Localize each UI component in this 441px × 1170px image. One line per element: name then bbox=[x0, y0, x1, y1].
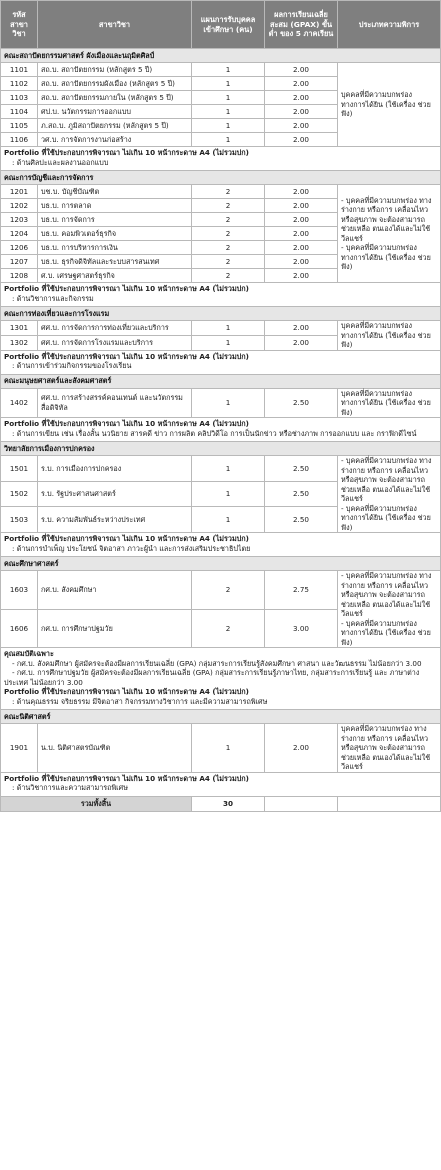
disability-text: - บุคคลที่มีความบกพร่อง ทางการได้ยิน (ใช้เครื่อง ช่วยฟัง) bbox=[341, 243, 431, 271]
major-code: 1208 bbox=[1, 269, 38, 283]
faculty-title: คณะการท่องเที่ยวและการโรงแรม bbox=[1, 307, 441, 321]
portfolio-note bbox=[1, 418, 441, 442]
faculty-title: คณะมนุษยศาสตร์และสังคมศาสตร์ bbox=[1, 374, 441, 388]
major-code: 1901 bbox=[1, 724, 38, 773]
major-code: 1104 bbox=[1, 105, 38, 119]
gpax-min: 3.00 bbox=[265, 609, 338, 648]
major-name: ศศ.บ. การจัดการโรงแรมและบริการ bbox=[38, 335, 192, 350]
portfolio-label: Portfolio ที่ใช้ประกอบการพิจารณา ไม่เกิน 10 หน้ากระดาษ A4 (ไม่รวมปก) bbox=[4, 687, 249, 696]
gpax-min: 2.00 bbox=[265, 119, 338, 133]
major-row bbox=[1, 724, 441, 773]
disability-text: บุคคลที่มีความบกพร่อง ทางร่างกาย หรือการ เคลื่อนไหว หรือสุขภาพ จะต้องสามารถช่วยเหลือ ตนเองได้และไม่ใช้วีลแชร์ bbox=[341, 724, 431, 771]
major-name: ภ.สถ.บ. ภูมิสถาปัตยกรรม (หลักสูตร 5 ปี) bbox=[38, 119, 192, 133]
major-code: 1106 bbox=[1, 133, 38, 147]
gpax-min: 2.50 bbox=[265, 388, 338, 418]
portfolio-note-row bbox=[1, 772, 441, 796]
plan-count: 1 bbox=[192, 119, 265, 133]
faculty-header-row bbox=[1, 171, 441, 185]
plan-count: 2 bbox=[192, 213, 265, 227]
faculty-header-row bbox=[1, 710, 441, 724]
major-code: 1301 bbox=[1, 321, 38, 336]
major-name: ศศ.บ. การสร้างสรรค์คอนเทนต์ และนวัตกรรมสื่อดิจิทัล bbox=[38, 388, 192, 418]
disability-text: บุคคลที่มีความบกพร่อง ทางการได้ยิน (ใช้เครื่อง ช่วยฟัง) bbox=[341, 90, 431, 119]
major-code: 1105 bbox=[1, 119, 38, 133]
gpax-min: 2.00 bbox=[265, 255, 338, 269]
gpax-min: 2.00 bbox=[265, 335, 338, 350]
major-code: 1203 bbox=[1, 213, 38, 227]
header-disability: ประเภทความพิการ bbox=[338, 1, 441, 49]
gpax-min: 2.00 bbox=[265, 199, 338, 213]
major-name: บช.บ. บัญชีบัณฑิต bbox=[38, 185, 192, 199]
gpax-min: 2.75 bbox=[265, 571, 338, 610]
portfolio-note bbox=[1, 648, 441, 710]
plan-count: 2 bbox=[192, 571, 265, 610]
major-code: 1101 bbox=[1, 63, 38, 77]
total-value: 30 bbox=[192, 796, 265, 811]
disability-cell bbox=[338, 571, 441, 648]
disability-text: - บุคคลที่มีความบกพร่อง ทางการได้ยิน (ใช้เครื่อง ช่วยฟัง) bbox=[341, 503, 431, 532]
major-row bbox=[1, 321, 441, 336]
major-name: บธ.บ. การตลาด bbox=[38, 199, 192, 213]
major-code: 1502 bbox=[1, 481, 38, 507]
portfolio-detail: : ด้านการเข้าร่วมกิจกรรมของโรงเรียน bbox=[12, 361, 132, 370]
table-body bbox=[1, 49, 441, 812]
major-code: 1102 bbox=[1, 77, 38, 91]
plan-count: 2 bbox=[192, 199, 265, 213]
major-name: สถ.บ. สถาปัตยกรรม (หลักสูตร 5 ปี) bbox=[38, 63, 192, 77]
major-name: กศ.บ. การศึกษาปฐมวัย bbox=[38, 609, 192, 648]
major-name: ร.บ. รัฐประศาสนศาสตร์ bbox=[38, 481, 192, 507]
portfolio-label: Portfolio ที่ใช้ประกอบการพิจารณา ไม่เกิน 10 หน้ากระดาษ A4 (ไม่รวมปก) bbox=[4, 419, 249, 428]
portfolio-note-row bbox=[1, 418, 441, 442]
disability-text: - บุคคลที่มีความบกพร่อง ทางร่างกาย หรือการ เคลื่อนไหว หรือสุขภาพ จะต้องสามารถช่วยเหลือ ตนเองได้และไม่ใช้ วีลแชร์ bbox=[341, 195, 432, 243]
major-code: 1103 bbox=[1, 91, 38, 105]
major-code: 1501 bbox=[1, 456, 38, 482]
portfolio-note-row bbox=[1, 147, 441, 171]
total-row bbox=[1, 796, 441, 811]
gpax-min: 2.00 bbox=[265, 227, 338, 241]
major-name: ร.บ. ความสัมพันธ์ระหว่างประเทศ bbox=[38, 507, 192, 533]
portfolio-note-row bbox=[1, 350, 441, 374]
plan-count: 1 bbox=[192, 105, 265, 119]
gpax-min: 2.00 bbox=[265, 213, 338, 227]
disability-cell bbox=[338, 63, 441, 147]
portfolio-note bbox=[1, 772, 441, 796]
major-row bbox=[1, 185, 441, 199]
disability-text: บุคคลที่มีความบกพร่อง ทางการได้ยิน (ใช้เครื่อง ช่วยฟัง) bbox=[341, 388, 431, 417]
major-name: วศ.บ. การจัดการงานก่อสร้าง bbox=[38, 133, 192, 147]
faculty-title: คณะสถาปัตยกรรมศาสตร์ ผังเมืองและนฤมิตศิลป์ bbox=[1, 49, 441, 63]
gpax-min: 2.00 bbox=[265, 269, 338, 283]
plan-count: 2 bbox=[192, 255, 265, 269]
plan-count: 2 bbox=[192, 269, 265, 283]
disability-text: - บุคคลที่มีความบกพร่อง ทางการได้ยิน (ใช้เครื่อง ช่วยฟัง) bbox=[341, 618, 431, 647]
plan-count: 1 bbox=[192, 321, 265, 336]
major-name: บธ.บ. ธุรกิจดิจิทัลและระบบสารสนเทศ bbox=[38, 255, 192, 269]
gpax-min: 2.00 bbox=[265, 133, 338, 147]
disability-cell bbox=[338, 388, 441, 418]
major-code: 1302 bbox=[1, 335, 38, 350]
portfolio-note bbox=[1, 350, 441, 374]
disability-text: บุคคลที่มีความบกพร่อง ทางการได้ยิน (ใช้เครื่อง ช่วยฟัง) bbox=[341, 321, 431, 349]
major-name: บธ.บ. คอมพิวเตอร์ธุรกิจ bbox=[38, 227, 192, 241]
portfolio-note-row bbox=[1, 648, 441, 710]
faculty-header-row bbox=[1, 557, 441, 571]
header-row bbox=[1, 1, 441, 49]
major-code: 1202 bbox=[1, 199, 38, 213]
plan-count: 2 bbox=[192, 227, 265, 241]
gpax-min: 2.00 bbox=[265, 241, 338, 255]
faculty-title: วิทยาลัยการเมืองการปกครอง bbox=[1, 442, 441, 456]
header-gpax: ผลการเรียนเฉลี่ย สะสม (GPAX) ขั้นต่ำ ของ 5 ภาคเรียน bbox=[265, 1, 338, 49]
major-row bbox=[1, 63, 441, 77]
plan-count: 1 bbox=[192, 133, 265, 147]
portfolio-detail: : ด้านการบำเพ็ญ ประโยชน์ จิตอาสา ภาวะผู้นำ และการส่งเสริมประชาธิปไตย bbox=[12, 543, 251, 553]
major-code: 1201 bbox=[1, 185, 38, 199]
faculty-title: คณะนิติศาสตร์ bbox=[1, 710, 441, 724]
disability-cell bbox=[338, 185, 441, 283]
major-code: 1606 bbox=[1, 609, 38, 648]
gpax-min: 2.00 bbox=[265, 77, 338, 91]
gpax-min: 2.00 bbox=[265, 724, 338, 773]
faculty-header-row bbox=[1, 49, 441, 63]
major-row bbox=[1, 456, 441, 482]
plan-count: 1 bbox=[192, 335, 265, 350]
plan-count: 1 bbox=[192, 91, 265, 105]
portfolio-note-row bbox=[1, 533, 441, 557]
plan-count: 1 bbox=[192, 481, 265, 507]
portfolio-detail: : ด้านวิชาการและความสามารถพิเศษ bbox=[12, 783, 128, 792]
major-name: ศป.บ. นวัตกรรมการออกแบบ bbox=[38, 105, 192, 119]
condition-line: - กศ.บ. การศึกษาปฐมวัย ผู้สมัครจะต้องมีผลการเรียนเฉลี่ย (GPA) กลุ่มสาระการเรียนรู้ภาษาไทย, กลุ่มสาระการเรียนรู้ และ ภาษาต่างประเทศ ไม่น้อยกว่า 3.00 bbox=[4, 668, 420, 687]
portfolio-note bbox=[1, 283, 441, 307]
plan-count: 2 bbox=[192, 241, 265, 255]
faculty-title: คณะการบัญชีและการจัดการ bbox=[1, 171, 441, 185]
conditions-title: คุณสมบัติเฉพาะ bbox=[4, 649, 54, 658]
gpax-min: 2.00 bbox=[265, 105, 338, 119]
portfolio-note bbox=[1, 533, 441, 557]
plan-count: 1 bbox=[192, 724, 265, 773]
major-row bbox=[1, 388, 441, 418]
major-row bbox=[1, 571, 441, 610]
plan-count: 1 bbox=[192, 388, 265, 418]
disability-cell bbox=[338, 724, 441, 773]
portfolio-detail: : ด้านคุณธรรม จริยธรรม มีจิตอาสา กิจกรรมทางวิชาการ และมีความสามารถพิเศษ bbox=[12, 696, 268, 706]
portfolio-note-row bbox=[1, 283, 441, 307]
portfolio-label: Portfolio ที่ใช้ประกอบการพิจารณา ไม่เกิน 10 หน้ากระดาษ A4 (ไม่รวมปก) bbox=[4, 534, 249, 543]
faculty-header-row bbox=[1, 374, 441, 388]
plan-count: 2 bbox=[192, 609, 265, 648]
major-name: บธ.บ. การบริหารการเงิน bbox=[38, 241, 192, 255]
major-code: 1503 bbox=[1, 507, 38, 533]
portfolio-label: Portfolio ที่ใช้ประกอบการพิจารณา ไม่เกิน 10 หน้ากระดาษ A4 (ไม่รวมปก) bbox=[4, 284, 249, 293]
portfolio-label: Portfolio ที่ใช้ประกอบการพิจารณา ไม่เกิน 10 หน้ากระดาษ A4 (ไม่รวมปก) bbox=[4, 773, 249, 783]
plan-count: 1 bbox=[192, 456, 265, 482]
disability-text: - บุคคลที่มีความบกพร่อง ทางร่างกาย หรือการ เคลื่อนไหว หรือสุขภาพ จะต้องสามารถช่วยเหลือ ตนเองได้และไม่ใช้ วีลแชร์ bbox=[341, 456, 432, 503]
major-name: กศ.บ. สังคมศึกษา bbox=[38, 571, 192, 610]
portfolio-label: Portfolio ที่ใช้ประกอบการพิจารณา ไม่เกิน 10 หน้ากระดาษ A4 (ไม่รวมปก) bbox=[4, 351, 249, 361]
major-name: บธ.บ. การจัดการ bbox=[38, 213, 192, 227]
gpax-min: 2.00 bbox=[265, 63, 338, 77]
disability-cell bbox=[338, 456, 441, 533]
faculty-header-row bbox=[1, 307, 441, 321]
plan-count: 1 bbox=[192, 77, 265, 91]
total-empty bbox=[338, 796, 441, 811]
major-name: สถ.บ. สถาปัตยกรรมภายใน (หลักสูตร 5 ปี) bbox=[38, 91, 192, 105]
gpax-min: 2.00 bbox=[265, 91, 338, 105]
portfolio-detail: : ด้านวิชาการและกิจกรรม bbox=[12, 293, 94, 303]
major-name: ศศ.บ. การจัดการการท่องเที่ยวและบริการ bbox=[38, 321, 192, 336]
plan-count: 1 bbox=[192, 63, 265, 77]
gpax-min: 2.50 bbox=[265, 507, 338, 533]
major-code: 1603 bbox=[1, 571, 38, 610]
portfolio-label: Portfolio ที่ใช้ประกอบการพิจารณา ไม่เกิน 10 หน้ากระดาษ A4 (ไม่รวมปก) bbox=[4, 148, 249, 157]
header-plan: แผนการรับบุคคล เข้าศึกษา (คน) bbox=[192, 1, 265, 49]
plan-count: 1 bbox=[192, 507, 265, 533]
portfolio-detail: : ด้านศิลปะและผลงานออกแบบ bbox=[12, 157, 109, 167]
faculty-header-row bbox=[1, 442, 441, 456]
plan-count: 2 bbox=[192, 185, 265, 199]
gpax-min: 2.50 bbox=[265, 456, 338, 482]
portfolio-detail: : ด้านการเขียน เช่น เรื่องสั้น นวนิยาย สารคดี ข่าว การผลิต คลิปวิดีโอ การเป็นนักข่าว หรือช่างภาพ การออกแบบ และ กราฟิกดีไซน์ bbox=[12, 428, 417, 438]
gpax-min: 2.00 bbox=[265, 185, 338, 199]
gpax-min: 2.00 bbox=[265, 321, 338, 336]
header-code: รหัส สาขาวิชา bbox=[1, 1, 38, 49]
major-name: สถ.บ. สถาปัตยกรรมผังเมือง (หลักสูตร 5 ปี) bbox=[38, 77, 192, 91]
major-code: 1207 bbox=[1, 255, 38, 269]
major-code: 1402 bbox=[1, 388, 38, 418]
major-name: ศ.บ. เศรษฐศาสตร์ธุรกิจ bbox=[38, 269, 192, 283]
disability-text: - บุคคลที่มีความบกพร่อง ทางร่างกาย หรือการ เคลื่อนไหว หรือสุขภาพ จะต้องสามารถช่วยเหลือ ตนเองได้และไม่ใช้ วีลแชร์ bbox=[341, 571, 432, 618]
gpax-min: 2.50 bbox=[265, 481, 338, 507]
header-major: สาขาวิชา bbox=[38, 1, 192, 49]
total-label: รวมทั้งสิ้น bbox=[1, 796, 192, 811]
total-empty bbox=[265, 796, 338, 811]
major-code: 1206 bbox=[1, 241, 38, 255]
major-name: ร.บ. การเมืองการปกครอง bbox=[38, 456, 192, 482]
faculty-title: คณะศึกษาศาสตร์ bbox=[1, 557, 441, 571]
major-code: 1204 bbox=[1, 227, 38, 241]
condition-line: - กศ.บ. สังคมศึกษา ผู้สมัครจะต้องมีผลการเรียนเฉลี่ย (GPA) กลุ่มสาระการเรียนรู้สังคมศึกษา ศาสนา และวัฒนธรรม ไม่น้อยกว่า 3.00 bbox=[12, 658, 422, 668]
disability-cell bbox=[338, 321, 441, 351]
major-name: น.บ. นิติศาสตรบัณฑิต bbox=[38, 724, 192, 773]
portfolio-note bbox=[1, 147, 441, 171]
